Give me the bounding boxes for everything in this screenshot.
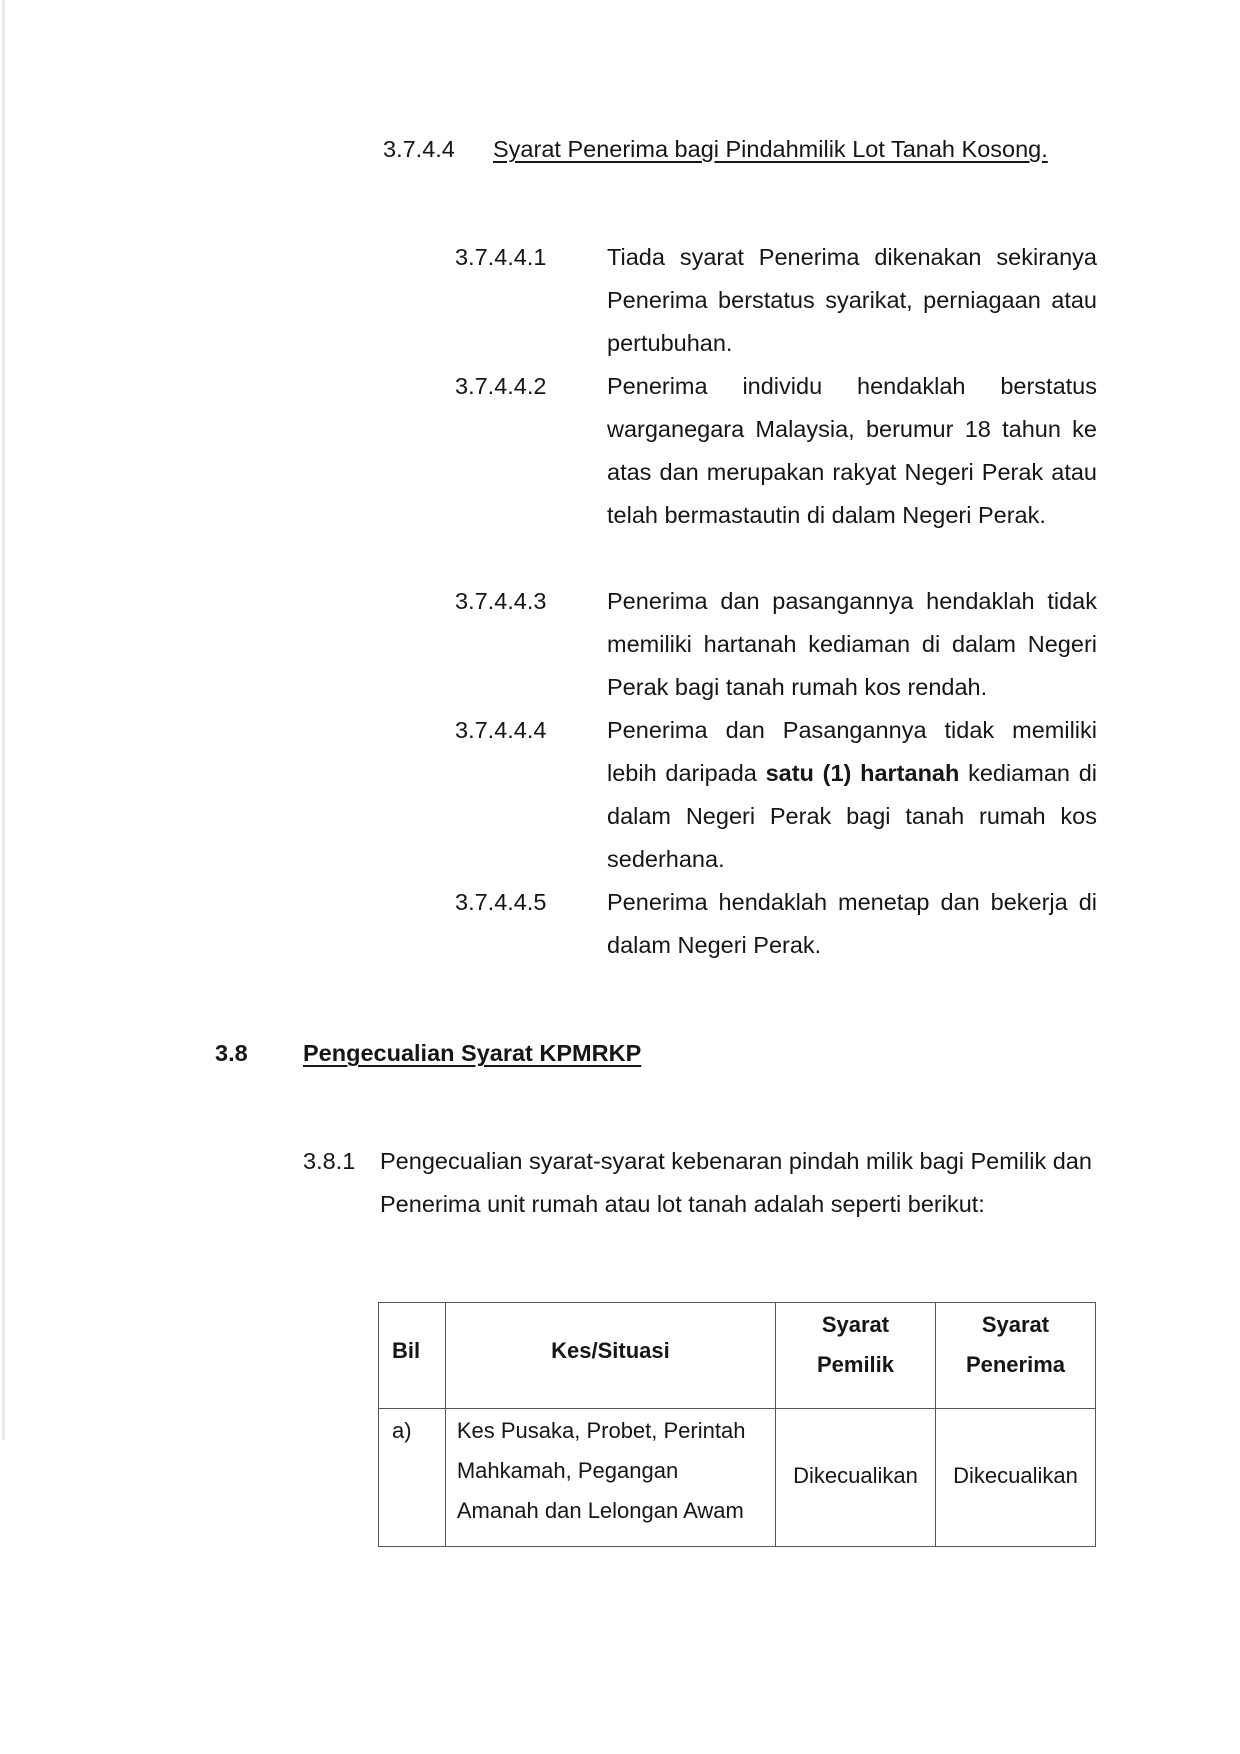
item-text: Penerima hendaklah menetap dan bekerja di dalam Negeri Perak. bbox=[607, 889, 1097, 958]
header-kes-situasi: Kes/Situasi bbox=[445, 1303, 775, 1409]
cell-line: Kes Pusaka, Probet, Perintah bbox=[456, 1418, 746, 1443]
item-number: 3.7.4.4.3 bbox=[455, 588, 547, 614]
header-line: Penerima bbox=[965, 1352, 1066, 1377]
table-header-row bbox=[379, 1303, 1096, 1409]
section-heading-3744 bbox=[383, 134, 1048, 164]
cell-line: Mahkamah, Pegangan bbox=[456, 1458, 679, 1483]
item-text-after: kediaman di dalam Negeri Perak bagi tanah rumah kos sederhana. bbox=[607, 760, 1097, 872]
table-row bbox=[379, 1409, 1096, 1547]
section-title: Syarat Penerima bagi Pindahmilik Lot Tanah Kosong. bbox=[493, 136, 1048, 162]
paragraph-number: 3.8.1 bbox=[303, 1148, 356, 1174]
item-text: Penerima dan pasangannya hendaklah tidak memiliki hartanah kediaman di dalam Negeri Perak bagi tanah rumah kos rendah. bbox=[607, 588, 1097, 700]
item-number: 3.7.4.4.4 bbox=[455, 717, 547, 743]
header-syarat-pemilik bbox=[776, 1303, 936, 1409]
item-number: 3.7.4.4.5 bbox=[455, 889, 547, 915]
section-heading-38 bbox=[215, 1038, 641, 1068]
item-number: 3.7.4.4.2 bbox=[455, 373, 547, 399]
cell-syarat-penerima: Dikecualikan bbox=[935, 1409, 1095, 1547]
header-bil: Bil bbox=[379, 1303, 446, 1409]
item-text-bold: satu (1) hartanah bbox=[765, 760, 960, 786]
header-line: Syarat bbox=[821, 1312, 890, 1337]
exemption-table bbox=[378, 1302, 1096, 1547]
cell-kes-situasi bbox=[445, 1409, 775, 1547]
cell-syarat-pemilik: Dikecualikan bbox=[776, 1409, 936, 1547]
header-syarat-penerima bbox=[935, 1303, 1095, 1409]
section-number: 3.7.4.4 bbox=[383, 136, 455, 162]
item-text bbox=[607, 709, 1097, 881]
scan-edge bbox=[2, 0, 5, 1440]
section-number: 3.8 bbox=[215, 1040, 248, 1066]
cell-line: Amanah dan Lelongan Awam bbox=[456, 1498, 744, 1523]
item-text: Tiada syarat Penerima dikenakan sekiranya Penerima berstatus syarikat, perniagaan atau pertubuhan. bbox=[607, 244, 1097, 356]
header-line: Syarat bbox=[981, 1312, 1050, 1337]
cell-bil: a) bbox=[379, 1409, 446, 1547]
item-text: Penerima individu hendaklah berstatus warganegara Malaysia, berumur 18 tahun ke atas dan merupakan rakyat Negeri Perak atau telah bermastautin di dalam Negeri Perak. bbox=[607, 373, 1097, 528]
item-text-before: Penerima dan Pasangannya tidak memiliki lebih daripada bbox=[607, 717, 1097, 786]
paragraph-text: Pengecualian syarat-syarat kebenaran pindah milik bagi Pemilik dan Penerima unit rumah atau lot tanah adalah seperti berikut: bbox=[380, 1148, 1092, 1217]
header-line: Pemilik bbox=[816, 1352, 895, 1377]
section-title: Pengecualian Syarat KPMRKP bbox=[303, 1040, 642, 1066]
item-number: 3.7.4.4.1 bbox=[455, 244, 547, 270]
